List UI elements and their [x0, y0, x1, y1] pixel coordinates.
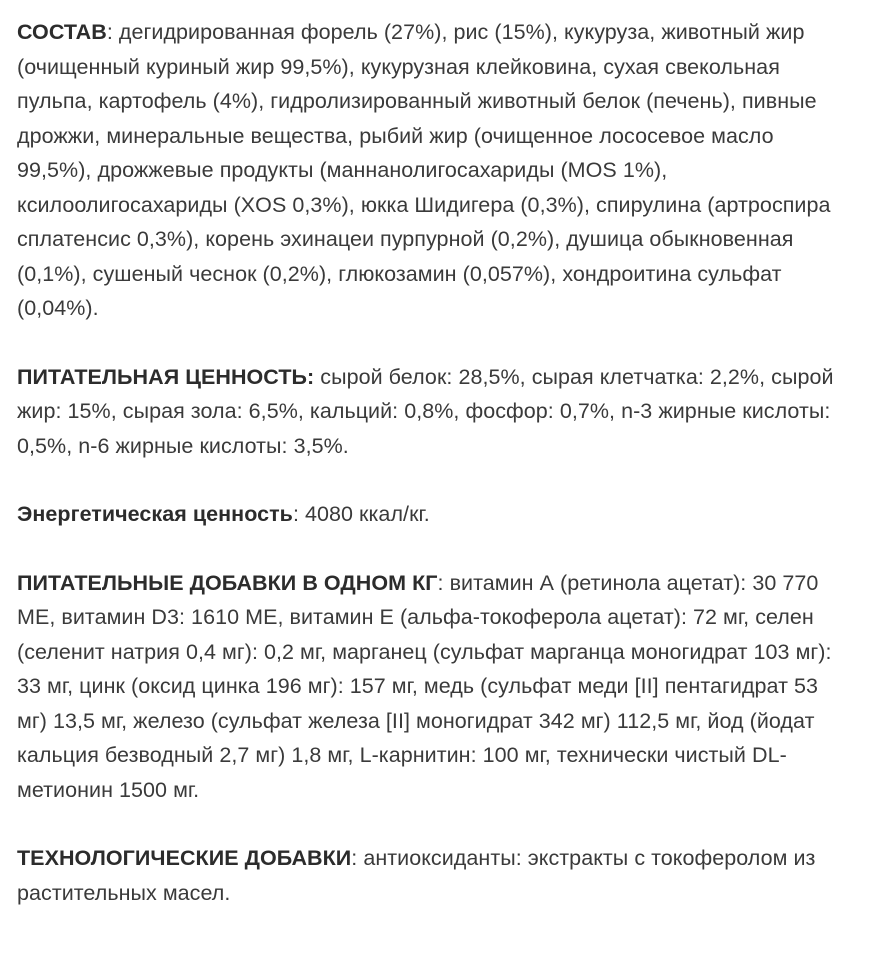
- nutritional-additives-section: [17, 566, 842, 808]
- energy-value-label: Энергетическая ценность: [17, 502, 293, 526]
- nutritional-additives-label: ПИТАТЕЛЬНЫЕ ДОБАВКИ В ОДНОМ КГ: [17, 570, 438, 595]
- nutritional-value-section: [17, 360, 842, 464]
- nutritional-additives-text: витамин А (ретинола ацетат): 30 770 МЕ, витамин D3: 1610 МЕ, витамин Е (альфа-токоферола ацетат): 72 мг, селен (селенит натрия 0,4 мг): 0,2 мг, марганец (сульфат марганца моногидрат 103 мг): 33 мг, цинк (оксид цинка 196 мг): 157 мг, медь (сульфат меди [II] пентагидрат 53 мг) 13,5 мг, железо (сульфат железа [II] моногидрат 342 мг) 112,5 мг, йод (йодат кальция безводный 2,7 мг) 1,8 мг, L-карнитин: 100 мг, технически чистый DL-метионин 1500 мг.: [17, 570, 832, 802]
- composition-label: СОСТАВ: [17, 20, 107, 44]
- nutritional-additives-separator: :: [437, 570, 450, 595]
- composition-separator: :: [106, 20, 119, 44]
- technological-additives-label: ТЕХНОЛОГИЧЕСКИЕ ДОБАВКИ: [17, 846, 352, 870]
- technological-additives-section: [17, 841, 842, 910]
- energy-value-separator: :: [292, 502, 305, 526]
- energy-value-section: [17, 497, 842, 532]
- composition-text: дегидрированная форель (27%), рис (15%), кукуруза, животный жир (очищенный куриный жир 99,5%), кукурузная клейковина, сухая свекольная пульпа, картофель (4%), гидролизированный животный белок (печень), пивные дрожжи, минеральные вещества, рыбий жир (очищенное лососевое масло 99,5%), дрожжевые продукты (маннанолигосахариды (MOS 1%), ксилоолигосахариды (XOS 0,3%), юкка Шидигера (0,3%), спирулина (артроспира сплатенсис 0,3%), корень эхинацеи пурпурной (0,2%), душица обыкновенная (0,1%), сушеный чеснок (0,2%), глюкозамин (0,057%), хондроитина сульфат (0,04%).: [17, 20, 831, 320]
- composition-section: [17, 15, 842, 326]
- nutritional-value-text: сырой белок: 28,5%, сырая клетчатка: 2,2%, сырой жир: 15%, сырая зола: 6,5%, кальций: 0,8%, фосфор: 0,7%, n-3 жирные кислоты: 0,5%, n-6 жирные кислоты: 3,5%.: [17, 364, 834, 458]
- technological-additives-separator: :: [351, 846, 364, 870]
- nutritional-value-label: ПИТАТЕЛЬНАЯ ЦЕННОСТЬ:: [17, 364, 315, 389]
- energy-value-text: 4080 ккал/кг.: [305, 502, 430, 526]
- technological-additives-text: антиоксиданты: экстракты с токоферолом из растительных масел.: [17, 846, 816, 905]
